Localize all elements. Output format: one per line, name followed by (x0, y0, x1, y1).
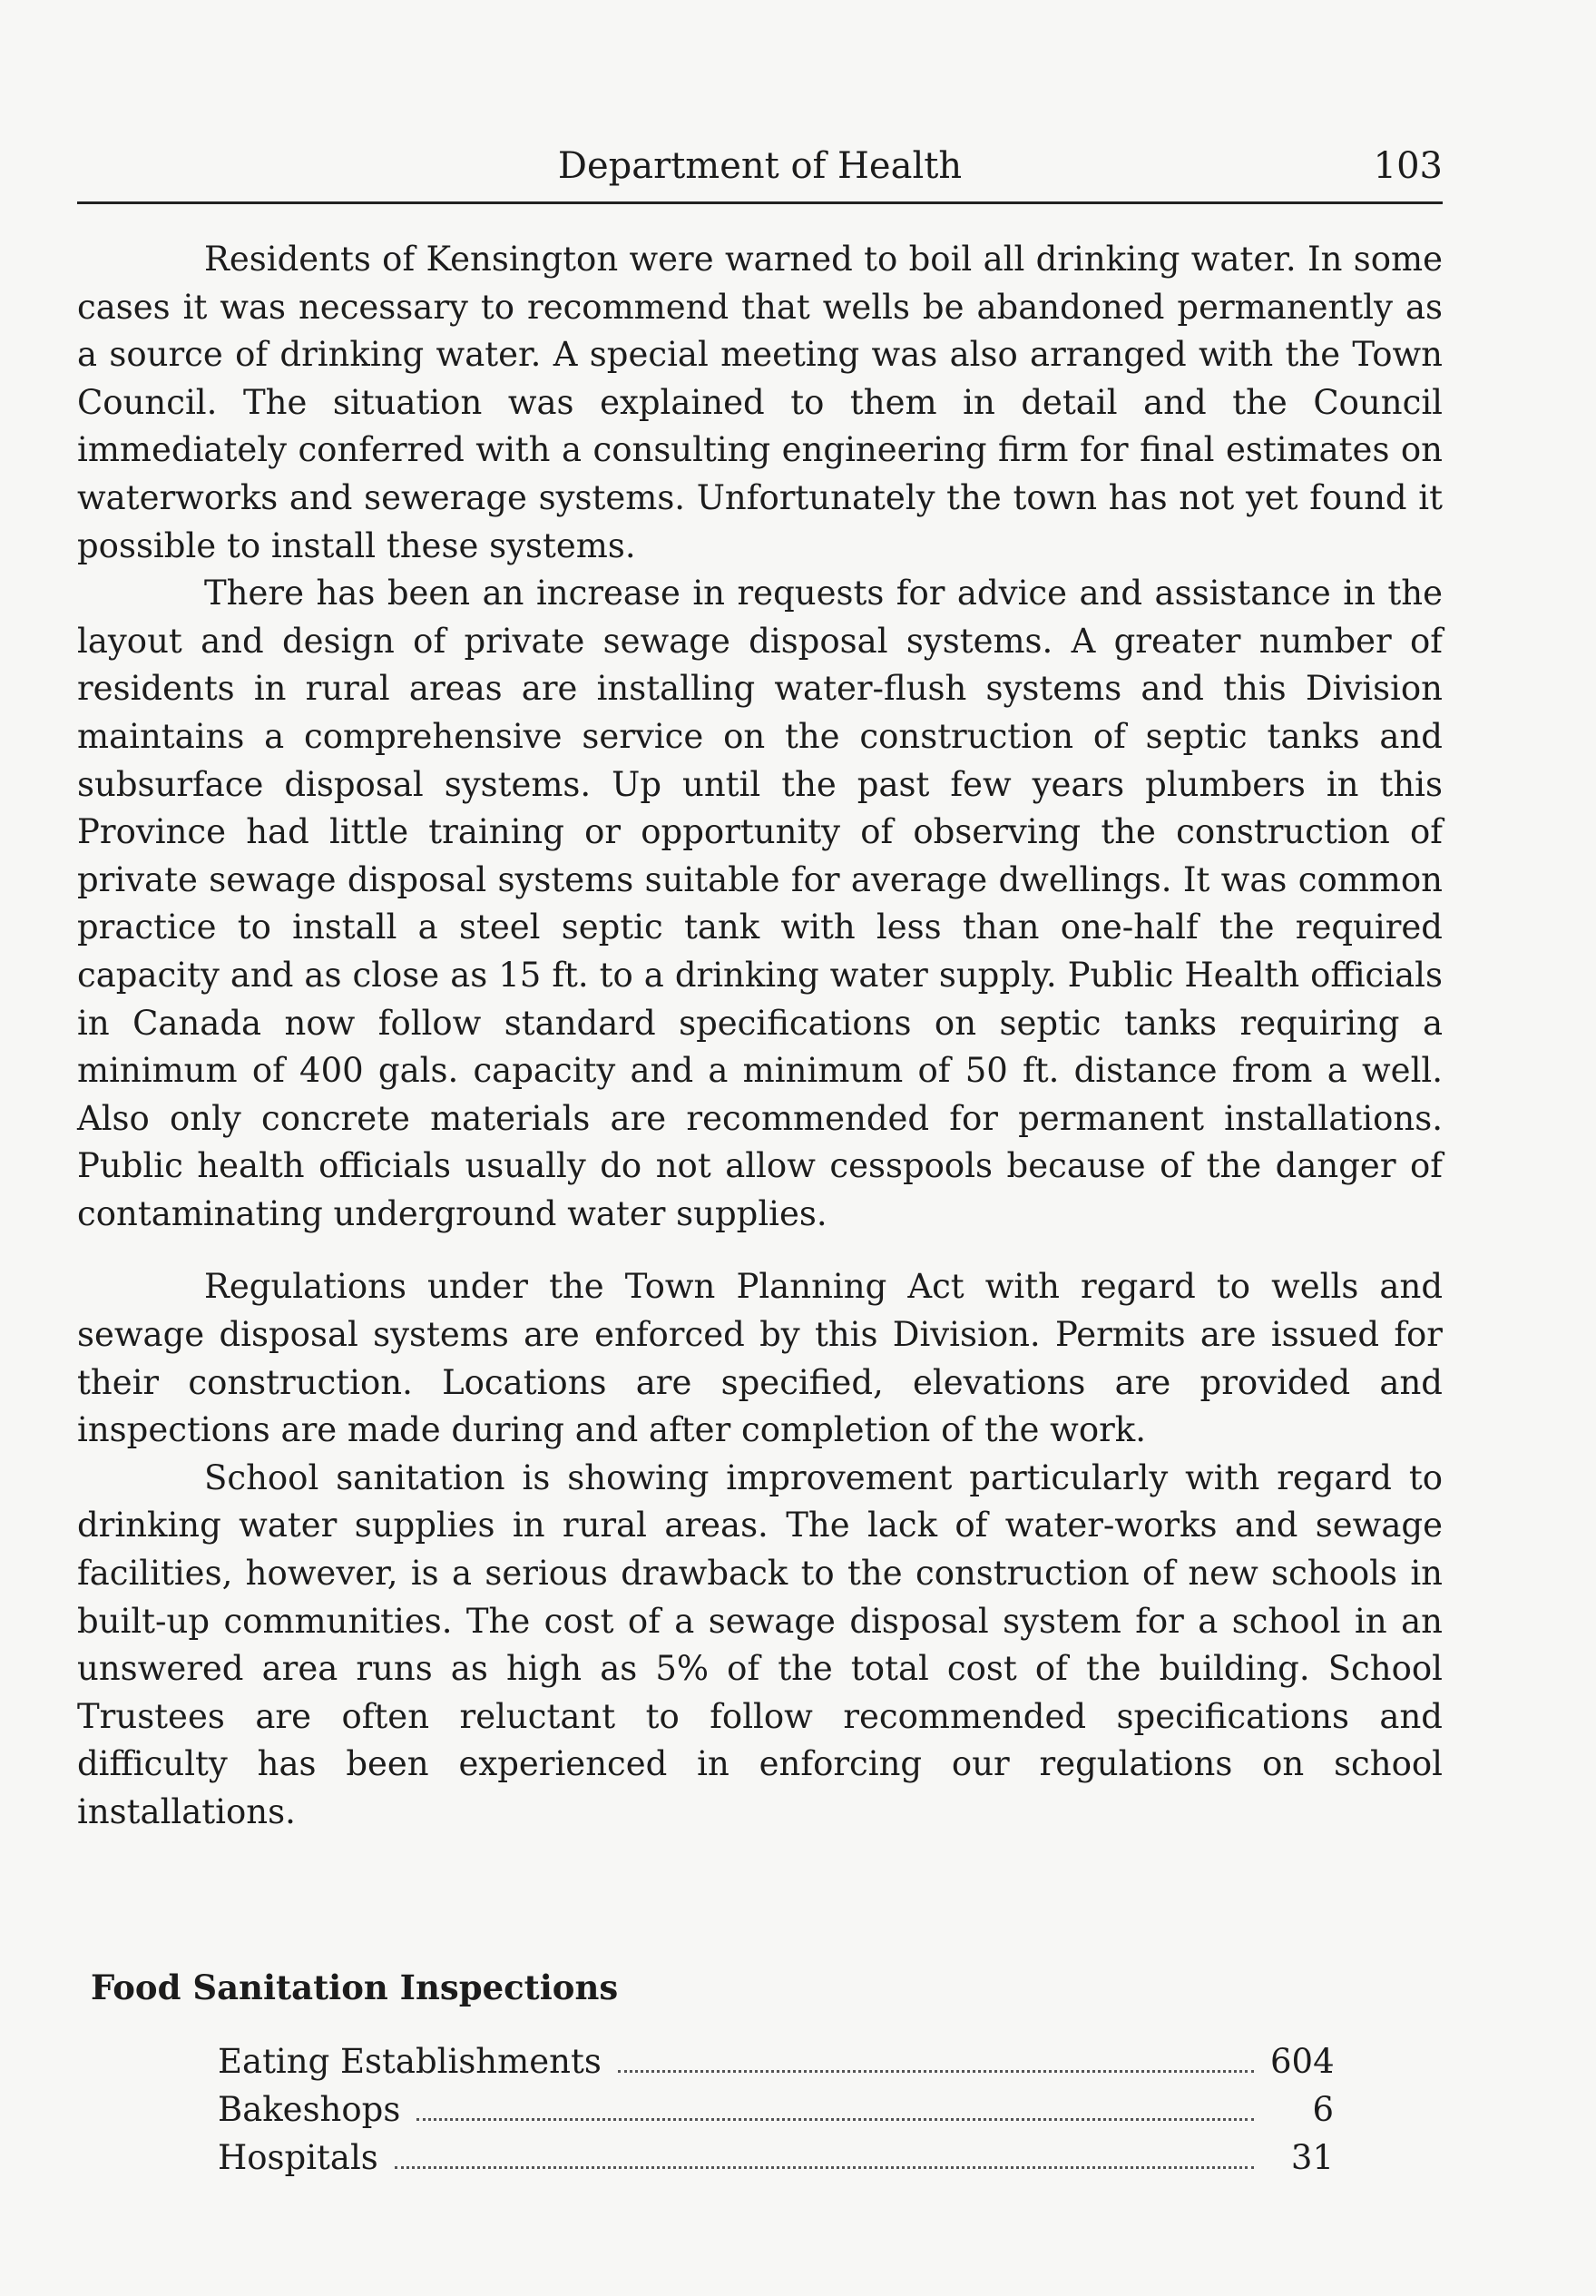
page-number: 103 (1373, 145, 1443, 187)
paragraph: Regulations under the Town Planning Act with regard to wells and sewage disposal systems are enforced by this Division. Permits are issued for their construction. Locations are specified, elevations are provided and inspections are made during and after completion of the work. (77, 1267, 1443, 1450)
section-heading: Food Sanitation Inspections (91, 1967, 619, 2007)
paragraph: Residents of Kensington were warned to boil all drinking water. In some cases it was necessary to recommend that wells be abandoned permanently as a source of drinking water. A special meeting was also arranged with the Town Council. The situation was explained to them in detail and the Council immediately conferred with a consulting engineering firm for final estimates on waterworks and sewerage systems. Unfortunately the town has not yet found it possible to install these systems. (77, 240, 1443, 565)
paragraph: There has been an increase in requests for advice and assistance in the layout and design of private sewage disposal systems. A greater number of residents in rural areas are installing water-flush systems and this Division maintains a comprehensive service on the construction of septic tanks and subsurface disposal systems. Up until the past few years plumbers in this Province had little training or opportunity of observing the construction of private sewage disposal systems suitable for average dwellings. It was common practice to install a steel septic tank with less than one-half the required capacity and as close as 15 ft. to a drinking water supply. Public Health officials in Canada now follow standard specifications on septic tanks requiring a minimum of 400 gals. capacity and a minimum of 50 ft. distance from a well. Also only concrete materials are recommended for permanent installations. Public health officials usually do not allow cesspools because of the danger of contaminating underground water supplies. (77, 574, 1443, 1233)
header-rule (77, 201, 1443, 204)
body-text (77, 236, 1443, 1837)
dot-leader (395, 2141, 1254, 2169)
row-label: Hospitals (218, 2138, 378, 2177)
row-value: 31 (1290, 2138, 1334, 2177)
paragraph: School sanitation is showing improvement particularly with regard to drinking water supplies in rural areas. The lack of water-works and sewage facilities, however, is a serious drawback to the construction of new schools in built-up communities. The cost of a sewage disposal system for a school in an unswered area runs as high as 5% of the total cost of the building. School Trustees are often reluctant to follow recommended specifications and difficulty has been experienced in enforcing our regulations on school installations. (77, 1457, 1443, 1831)
dot-leader (618, 2045, 1254, 2073)
table-row (218, 2042, 1334, 2090)
inspections-table (218, 2042, 1334, 2186)
table-row (218, 2090, 1334, 2138)
row-value: 604 (1270, 2042, 1335, 2081)
table-row (218, 2138, 1334, 2186)
page-header (77, 136, 1443, 201)
dot-leader (416, 2093, 1254, 2121)
row-value: 6 (1312, 2090, 1334, 2129)
row-label: Bakeshops (218, 2090, 401, 2129)
running-title: Department of Health (557, 145, 963, 187)
row-label: Eating Establishments (218, 2042, 602, 2081)
